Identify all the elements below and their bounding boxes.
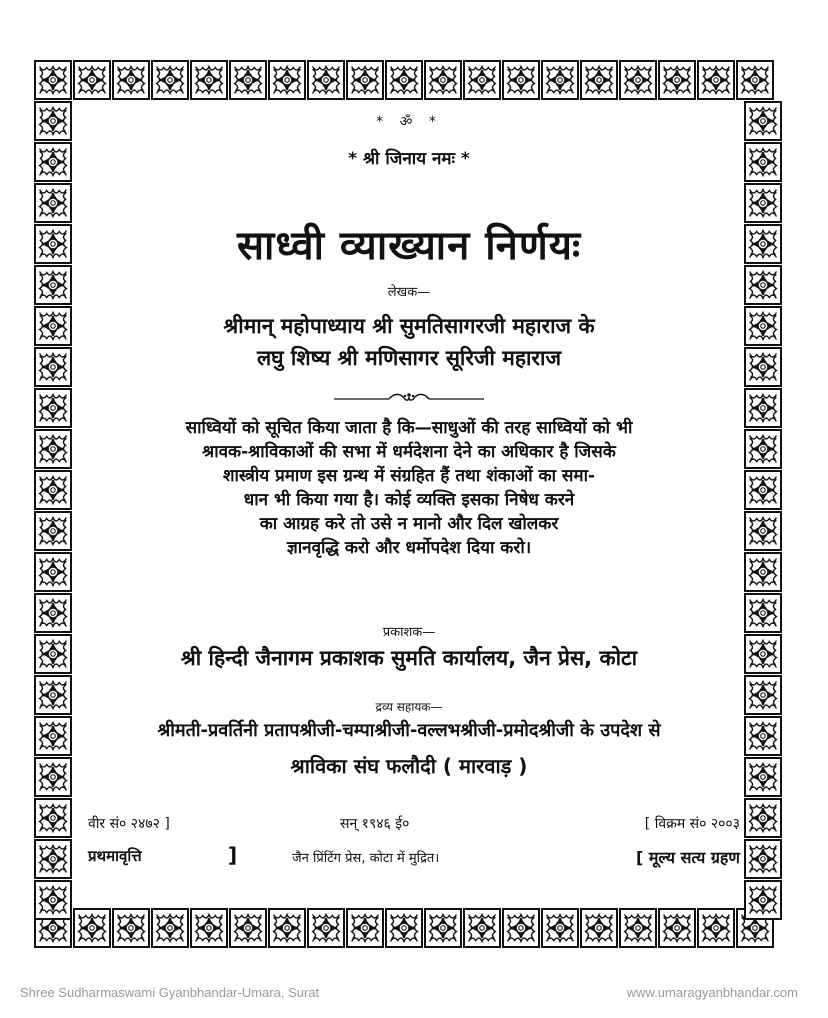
rosette-ornament-icon [580, 908, 618, 948]
rosette-ornament-icon [744, 675, 782, 715]
rosette-ornament-icon [34, 142, 72, 182]
paragraph-line: शास्त्रीय प्रमाण इस ग्रन्थ में संग्रहित हैं तथा शंकाओं का समा- [222, 466, 596, 486]
donor-label: द्रव्य सहायक— [375, 700, 443, 714]
rosette-ornament-icon [744, 552, 782, 592]
paragraph-line: का आग्रह करे तो उसे न मानो और दिल खोलकर [259, 514, 559, 534]
invocation: * श्री जिनाय नमः * [348, 149, 470, 169]
rosette-ornament-icon [744, 183, 782, 223]
printer-note: जैन प्रिंटिंग प्रेस, कोटा में मुद्रित। [292, 851, 440, 866]
publisher-label: प्रकाशक— [382, 625, 436, 640]
rosette-ornament-icon [744, 716, 782, 756]
rosette-ornament-icon [502, 60, 540, 100]
rosette-ornament-icon [229, 908, 267, 948]
paragraph-line: श्रावक-श्राविकाओं की सभा में धर्मदेशना देने का अधिकार है जिसके [202, 442, 616, 462]
rosette-ornament-icon [34, 60, 72, 100]
paragraph-line: धान भी किया गया है। कोई व्यक्ति इसका निषेध करने [243, 490, 575, 510]
rosette-ornament-icon [34, 880, 72, 920]
paragraph-line: साध्वियों को सूचित किया जाता है कि—साधुओं की तरह साध्वियों को भी [185, 418, 633, 438]
rosette-ornament-icon [307, 60, 345, 100]
rosette-ornament-icon [34, 470, 72, 510]
rosette-ornament-icon [502, 908, 540, 948]
paragraph-line: ज्ञानवृद्धि करो और धर्मोपदेश दिया करो। [286, 538, 532, 558]
rosette-ornament-icon [268, 908, 306, 948]
rosette-ornament-icon [744, 880, 782, 920]
rosette-ornament-icon [34, 839, 72, 879]
rosette-ornament-icon [307, 908, 345, 948]
rosette-ornament-icon [424, 60, 462, 100]
rosette-ornament-icon [73, 908, 111, 948]
decorative-border-top [34, 60, 775, 101]
rosette-ornament-icon [34, 593, 72, 633]
rosette-ornament-icon [229, 60, 267, 100]
rosette-ornament-icon [744, 306, 782, 346]
rosette-ornament-icon [346, 908, 384, 948]
rosette-ornament-icon [268, 60, 306, 100]
rosette-ornament-icon [736, 60, 774, 100]
rosette-ornament-icon [112, 908, 150, 948]
rosette-ornament-icon [34, 757, 72, 797]
rosette-ornament-icon [34, 552, 72, 592]
rosette-ornament-icon [744, 429, 782, 469]
rosette-ornament-icon [190, 908, 228, 948]
rosette-ornament-icon [73, 60, 111, 100]
rosette-ornament-icon [541, 908, 579, 948]
rosette-ornament-icon [658, 60, 696, 100]
rosette-ornament-icon [34, 798, 72, 838]
rosette-ornament-icon [34, 429, 72, 469]
rosette-ornament-icon [744, 593, 782, 633]
rosette-ornament-icon [697, 908, 735, 948]
christian-year: सन् १९४६ ई० [340, 816, 410, 832]
rosette-ornament-icon [34, 347, 72, 387]
rosette-ornament-icon [151, 908, 189, 948]
rosette-ornament-icon [744, 470, 782, 510]
rosette-ornament-icon [463, 60, 501, 100]
rosette-ornament-icon [744, 265, 782, 305]
rosette-ornament-icon [34, 675, 72, 715]
rosette-ornament-icon [385, 908, 423, 948]
rosette-ornament-icon [34, 306, 72, 346]
author-label: लेखक— [387, 285, 431, 300]
rosette-ornament-icon [34, 511, 72, 551]
om-symbol-line: * ॐ * [376, 114, 442, 130]
rosette-ornament-icon [190, 60, 228, 100]
rosette-ornament-icon [34, 224, 72, 264]
footer-library-name: Shree Sudharmaswami Gyanbhandar-Umara, Surat [20, 985, 320, 1000]
donor-line-2: श्राविका संघ फलौदी ( मारवाड़ ) [290, 754, 528, 778]
author-line-1: श्रीमान् महोपाध्याय श्री सुमतिसागरजी महाराज के [223, 314, 595, 338]
rosette-ornament-icon [658, 908, 696, 948]
rosette-ornament-icon [744, 634, 782, 674]
ornamental-divider-icon [78, 390, 740, 404]
decorative-border-bottom [34, 908, 775, 949]
publisher-name: श्री हिन्दी जैनागम प्रकाशक सुमति कार्यालय, जैन प्रेस, कोटा [180, 646, 638, 670]
rosette-ornament-icon [346, 60, 384, 100]
rosette-ornament-icon [385, 60, 423, 100]
donor-line-1: श्रीमती-प्रवर्तिनी प्रतापश्रीजी-चम्पाश्रीजी-वल्लभश्रीजी-प्रमोदश्रीजी के उपदेश से [157, 720, 661, 741]
rosette-ornament-icon [744, 798, 782, 838]
rosette-ornament-icon [744, 511, 782, 551]
rosette-ornament-icon [34, 388, 72, 428]
rosette-ornament-icon [34, 265, 72, 305]
rosette-ornament-icon [424, 908, 462, 948]
rosette-ornament-icon [541, 60, 579, 100]
decorative-border-left [34, 101, 73, 921]
rosette-ornament-icon [34, 634, 72, 674]
rosette-ornament-icon [744, 757, 782, 797]
title-page-content [78, 104, 740, 904]
rosette-ornament-icon [580, 60, 618, 100]
rosette-ornament-icon [744, 101, 782, 141]
notice-paragraph [78, 416, 740, 560]
rosette-ornament-icon [744, 839, 782, 879]
edition: प्रथमावृत्ति [88, 847, 142, 865]
author-line-2: लघु शिष्य श्री मणिसागर सूरिजी महाराज [256, 346, 562, 370]
rosette-ornament-icon [34, 716, 72, 756]
rosette-ornament-icon [34, 183, 72, 223]
decorative-border-right [744, 101, 783, 921]
rosette-ornament-icon [744, 347, 782, 387]
rosette-ornament-icon [744, 224, 782, 264]
rosette-ornament-icon [619, 60, 657, 100]
rosette-ornament-icon [744, 142, 782, 182]
vikram-samvat: [ विक्रम सं० २००३ [644, 816, 740, 832]
rosette-ornament-icon [744, 388, 782, 428]
rosette-ornament-icon [112, 60, 150, 100]
rosette-ornament-icon [697, 60, 735, 100]
price-note: [ मूल्य सत्य ग्रहण [635, 848, 740, 867]
rosette-ornament-icon [463, 908, 501, 948]
vir-samvat: वीर सं० २४७२ ] [88, 816, 170, 832]
edition-bracket: ] [228, 843, 238, 867]
rosette-ornament-icon [151, 60, 189, 100]
rosette-ornament-icon [619, 908, 657, 948]
book-title: साध्वी व्याख्यान निर्णयः [236, 223, 582, 269]
rosette-ornament-icon [34, 101, 72, 141]
footer-website-link[interactable]: www.umaragyanbhandar.com [626, 985, 798, 1000]
